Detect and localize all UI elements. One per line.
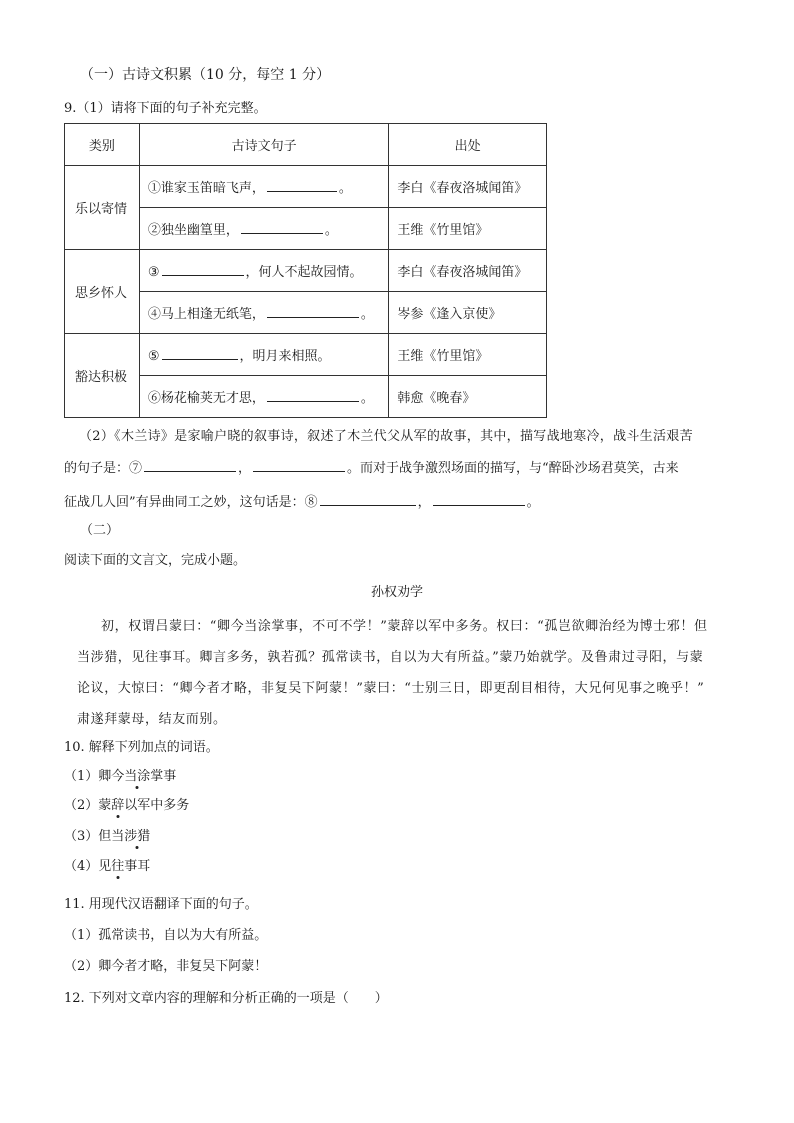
sentence-end: ，明月来相照。 — [239, 349, 331, 364]
answer-blank[interactable] — [144, 457, 236, 472]
passage-line: 初，权谓吕蒙曰：“卿今当涂掌事，不可不学！”蒙辞以军中多务。权曰：“孤岂欲卿治经为博士邪！但 — [101, 619, 708, 634]
passage-body — [79, 611, 724, 735]
q10-title: 10. 解释下列加点的词语。 — [64, 740, 219, 755]
answer-blank[interactable] — [162, 345, 238, 360]
passage-line: 肃遂拜蒙母，结友而别。 — [77, 712, 227, 727]
source-cell: 王维《竹里馆》 — [389, 334, 547, 376]
answer-blank[interactable] — [253, 457, 345, 472]
section1-title: （一）古诗文积累（10 分，每空 1 分） — [80, 67, 331, 83]
sentence-text: ⑤ — [147, 349, 160, 364]
q10-item-text: （3）但当 — [64, 829, 125, 844]
q9-intro: 9.（1）请将下面的句子补充完整。 — [64, 101, 267, 116]
sentence-text: ③ — [147, 265, 160, 280]
dotted-word: 涉猎 — [124, 829, 151, 844]
q10-item-text: （2）蒙 — [64, 798, 112, 813]
q10-item-text: （4）见 — [64, 859, 112, 874]
sentence-end: 。 — [324, 223, 338, 238]
q10-item-text: 事耳 — [124, 859, 151, 874]
q11-title: 11. 用现代汉语翻译下面的句子。 — [64, 897, 258, 912]
dotted-word: 往 — [111, 859, 125, 874]
source-cell: 韩愈《晚春》 — [389, 376, 547, 418]
q10-item-text: （1）卿今 — [64, 769, 125, 784]
sentence-end: ，何人不起故园情。 — [245, 265, 363, 280]
sentence-cell — [139, 376, 389, 418]
q10-item — [64, 767, 176, 787]
dotted-word: 当涂 — [124, 769, 151, 784]
sentence-cell — [139, 334, 389, 376]
answer-blank[interactable] — [241, 219, 323, 234]
sentence-text: ①谁家玉笛暗飞声， — [147, 181, 265, 196]
q10-item — [64, 827, 150, 847]
answer-blank[interactable] — [320, 491, 416, 506]
answer-blank[interactable] — [267, 303, 359, 318]
passage-line: 当涉猎，见往事耳。卿言多务，孰若孤？孤常读书，自以为大有所益。”蒙乃始就学。及鲁肃过寻阳，与蒙 — [77, 650, 704, 665]
sentence-cell — [139, 208, 389, 250]
source-cell: 王维《竹里馆》 — [389, 208, 547, 250]
sentence-text: ⑥杨花榆荚无才思， — [147, 391, 265, 406]
q9-2-line1: （2）《木兰诗》是家喻户晓的叙事诗，叙述了木兰代父从军的故事，其中，描写战地寒冷，战斗生活艰苦 — [79, 429, 693, 444]
table-header-row — [65, 124, 547, 166]
answer-blank[interactable] — [267, 177, 337, 192]
table-row — [65, 334, 547, 376]
sentence-cell — [139, 166, 389, 208]
source-cell: 岑参《逢入京使》 — [389, 292, 547, 334]
table-row — [65, 166, 547, 208]
q10-item-text: 以军中多务 — [124, 798, 190, 813]
category-cell: 思乡怀人 — [65, 250, 140, 334]
q9-2-text: ， — [417, 495, 431, 510]
section2-title: （二） — [80, 523, 120, 538]
read-intro: 阅读下面的文言文，完成小题。 — [64, 553, 247, 568]
table-row — [65, 250, 547, 292]
q9-2-text: 。 — [526, 495, 540, 510]
q9-2-text: ， — [238, 461, 252, 476]
header-category: 类别 — [65, 124, 140, 166]
sentence-cell — [139, 292, 389, 334]
q10-item — [64, 857, 150, 877]
sentence-text: ②独坐幽篁里， — [147, 223, 239, 238]
answer-blank[interactable] — [162, 261, 244, 276]
q10-item-text: 掌事 — [150, 769, 177, 784]
category-cell: 乐以寄情 — [65, 166, 140, 250]
source-cell: 李白《春夜洛城闻笛》 — [389, 166, 547, 208]
q9-2-line2 — [64, 457, 679, 479]
q9-2-text: 的句子是：⑦ — [64, 461, 143, 476]
q11-item: （1）孤常读书，自以为大有所益。 — [64, 928, 268, 943]
sentence-end: 。 — [360, 391, 374, 406]
sentence-end: 。 — [338, 181, 352, 196]
passage-line: 论议，大惊曰：“卿今者才略，非复吴下阿蒙！”蒙曰：“士别三日，即更刮目相待，大兄何见事之晚乎！” — [77, 681, 705, 696]
q12-title: 12. 下列对文章内容的理解和分析正确的一项是（ ） — [64, 991, 388, 1006]
dotted-word: 辞 — [111, 798, 125, 813]
header-source: 出处 — [389, 124, 547, 166]
sentence-text: ④马上相逢无纸笔， — [147, 307, 265, 322]
category-cell: 豁达积极 — [65, 334, 140, 418]
passage-title: 孙权劝学 — [370, 585, 423, 600]
q11-item: （2）卿今者才略，非复吴下阿蒙！ — [64, 959, 268, 974]
poem-table — [64, 123, 547, 418]
q10-item — [64, 796, 189, 816]
header-sentence: 古诗文句子 — [139, 124, 389, 166]
source-cell: 李白《春夜洛城闻笛》 — [389, 250, 547, 292]
answer-blank[interactable] — [267, 387, 359, 402]
q9-2-text: 。而对于战争激烈场面的描写，与“醉卧沙场君莫笑，古来 — [347, 461, 679, 476]
sentence-end: 。 — [360, 307, 374, 322]
sentence-cell — [139, 250, 389, 292]
q9-2-line3 — [64, 491, 540, 513]
q9-2-text: 征战几人回”有异曲同工之妙，这句话是：⑧ — [64, 495, 318, 510]
answer-blank[interactable] — [433, 491, 525, 506]
